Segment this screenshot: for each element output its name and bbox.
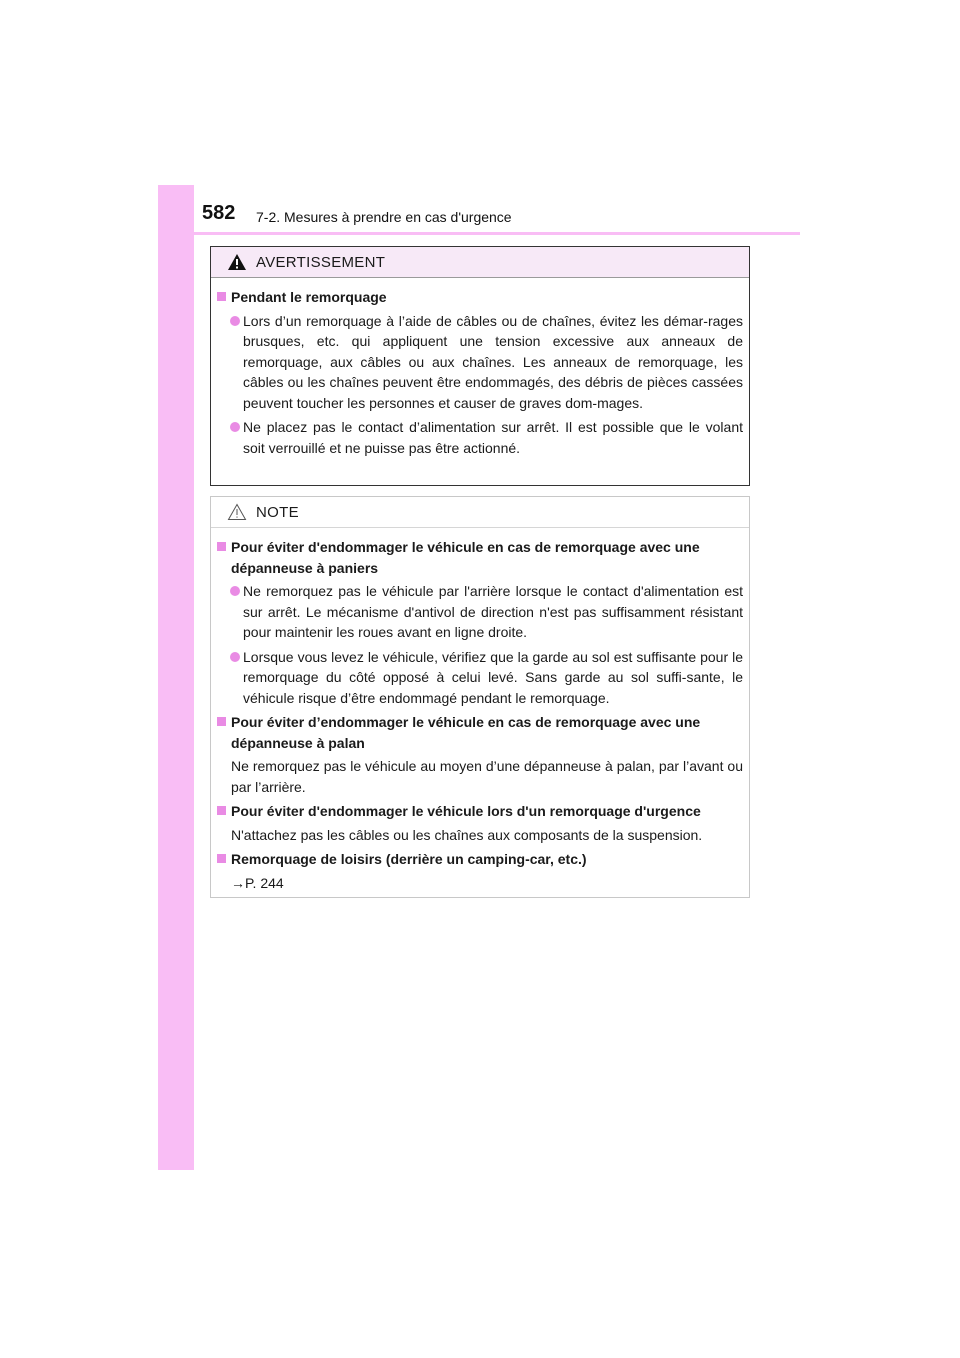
note-section-title: Pour éviter d’endommager le véhicule en cas de remorquage avec une dépanneuse à palan <box>217 712 743 753</box>
note-bullet: Ne remorquez pas le véhicule par l'arrière lorsque le contact d'alimentation est sur arrêt. Le mécanisme d'antivol de direction n'est pas suffisamment résistant pour maintenir les roues avant en ligne droite. <box>217 581 743 643</box>
warning-bullet: Lors d’un remorquage à l’aide de câbles ou de chaînes, évitez les démar-rages brusques, etc. qui appliquent une tension excessive aux anneaux de remorquage, aux câbles ou aux chaînes. Les anneaux de remorquage, les câbles ou les chaînes peuvent être endommagés, des débris de pièces cassées peuvent toucher les personnes et causer de graves dom-mages. <box>217 311 743 414</box>
square-bullet-icon <box>217 292 226 301</box>
note-title: NOTE <box>256 503 299 521</box>
note-body <box>211 528 749 893</box>
warning-triangle-icon <box>227 253 247 271</box>
square-bullet-icon <box>217 542 226 551</box>
warning-section-title: Pendant le remorquage <box>217 287 743 308</box>
round-bullet-icon <box>230 652 240 662</box>
warning-title: AVERTISSEMENT <box>256 253 386 271</box>
note-box <box>210 496 750 898</box>
square-bullet-icon <box>217 717 226 726</box>
note-text: N'attachez pas les câbles ou les chaînes aux composants de la suspension. <box>231 826 703 843</box>
round-bullet-icon <box>230 422 240 432</box>
page-number: 582 <box>202 202 236 224</box>
note-text: Ne remorquez pas le véhicule au moyen d’une dépanneuse à palan, par l’avant ou par l’arrière. <box>231 758 743 795</box>
warning-header <box>211 247 749 278</box>
warning-body <box>211 278 749 458</box>
note-header <box>211 497 749 528</box>
page-reference-link[interactable]: →P. 244 <box>231 874 284 891</box>
note-section-title: Remorquage de loisirs (derrière un camping-car, etc.) <box>217 849 743 870</box>
section-title: 7-2. Mesures à prendre en cas d'urgence <box>256 209 512 225</box>
square-bullet-icon <box>217 806 226 815</box>
note-section-title: Pour éviter d'endommager le véhicule lors d'un remorquage d'urgence <box>217 801 743 822</box>
round-bullet-icon <box>230 316 240 326</box>
warning-box <box>210 246 750 486</box>
header-rule <box>158 232 800 235</box>
square-bullet-icon <box>217 854 226 863</box>
round-bullet-icon <box>230 586 240 596</box>
note-bullet: Lorsque vous levez le véhicule, vérifiez que la garde au sol est suffisante pour le remorquage du côté opposé à celui levé. Sans garde au sol suffi-sante, le véhicule risque d’être endommagé pendant le remorquage. <box>217 647 743 709</box>
caution-triangle-icon <box>227 503 247 521</box>
note-section-title: Pour éviter d'endommager le véhicule en cas de remorquage avec une dépanneuse à paniers <box>217 537 743 578</box>
warning-bullet: Ne placez pas le contact d’alimentation sur arrêt. Il est possible que le volant soit verrouillé et ne puisse pas être actionné. <box>217 417 743 458</box>
side-color-band <box>158 185 194 1170</box>
